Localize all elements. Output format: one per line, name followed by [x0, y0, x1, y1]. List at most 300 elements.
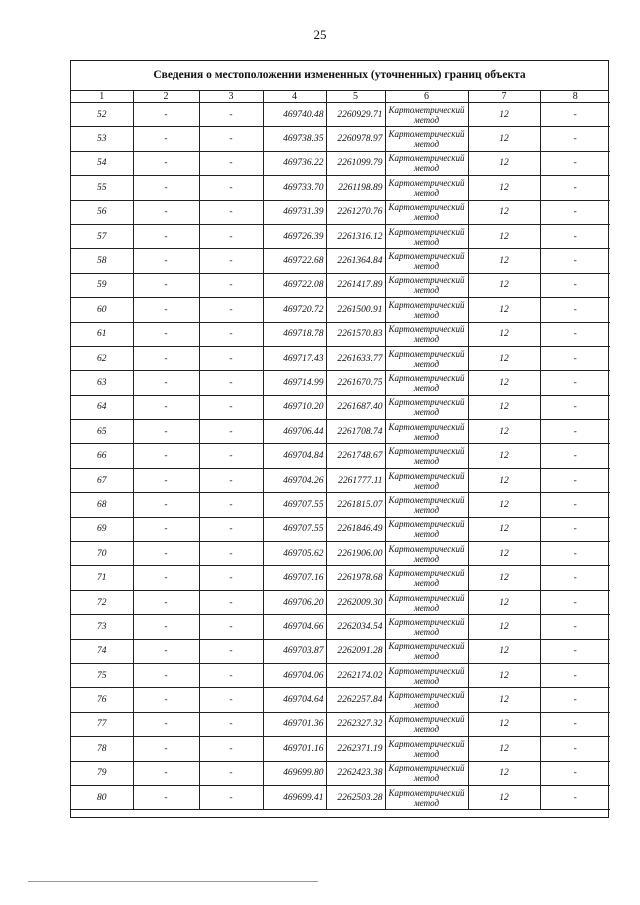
method-cell [385, 712, 468, 736]
cell-y: 2261978.68 [326, 566, 385, 590]
column-header: 3 [199, 91, 263, 103]
method-line-1: Картометрический [388, 470, 465, 481]
cell-y: 2261417.89 [326, 273, 385, 297]
cell-c7: 12 [468, 761, 540, 785]
method-line-2: метод [413, 626, 440, 637]
cell-n: 66 [71, 444, 133, 468]
cell-c8: - [540, 737, 610, 761]
cell-n: 76 [71, 688, 133, 712]
cell-x: 469736.22 [263, 151, 326, 175]
cell-y: 2261364.84 [326, 249, 385, 273]
cell-n: 67 [71, 468, 133, 492]
method-line-1: Картометрический [388, 543, 465, 554]
cell-c7: 12 [468, 737, 540, 761]
cell-c2: - [133, 590, 199, 614]
cell-y: 2260929.71 [326, 103, 385, 127]
cell-c3: - [199, 395, 263, 419]
cell-c8: - [540, 249, 610, 273]
cell-n: 58 [71, 249, 133, 273]
method-line-2: метод [413, 285, 440, 296]
method-line-2: метод [413, 602, 440, 613]
cell-c7: 12 [468, 420, 540, 444]
cell-c3: - [199, 200, 263, 224]
cell-c3: - [199, 322, 263, 346]
method-cell [385, 542, 468, 566]
method-cell [385, 615, 468, 639]
method-line-2: метод [413, 334, 440, 345]
cell-x: 469704.64 [263, 688, 326, 712]
cell-y: 2261687.40 [326, 395, 385, 419]
method-line-2: метод [413, 724, 440, 735]
cell-c7: 12 [468, 103, 540, 127]
cell-n: 73 [71, 615, 133, 639]
method-line-2: метод [413, 578, 440, 589]
method-cell [385, 493, 468, 517]
method-line-1: Картометрический [388, 641, 465, 652]
method-line-1: Картометрический [388, 690, 465, 701]
cell-c3: - [199, 688, 263, 712]
cell-n: 79 [71, 761, 133, 785]
method-line-2: метод [413, 261, 440, 272]
table-row [71, 737, 610, 761]
method-line-2: метод [413, 139, 440, 150]
cell-y: 2262034.54 [326, 615, 385, 639]
cell-n: 72 [71, 590, 133, 614]
table-row [71, 200, 610, 224]
method-cell [385, 468, 468, 492]
method-line-2: метод [413, 114, 440, 125]
method-line-2: метод [413, 773, 440, 784]
cell-c7: 12 [468, 151, 540, 175]
cell-c7: 12 [468, 590, 540, 614]
method-cell [385, 322, 468, 346]
table-row [71, 151, 610, 175]
cell-y: 2262423.38 [326, 761, 385, 785]
cell-c8: - [540, 639, 610, 663]
cell-c2: - [133, 468, 199, 492]
cell-c2: - [133, 517, 199, 541]
cell-y: 2261198.89 [326, 176, 385, 200]
cell-n: 61 [71, 322, 133, 346]
cell-c3: - [199, 542, 263, 566]
method-line-2: метод [413, 236, 440, 247]
method-line-1: Картометрический [388, 153, 465, 164]
cell-c2: - [133, 176, 199, 200]
cell-x: 469705.62 [263, 542, 326, 566]
method-line-1: Картометрический [388, 226, 465, 237]
method-line-2: метод [413, 651, 440, 662]
method-line-2: метод [413, 163, 440, 174]
method-cell [385, 371, 468, 395]
cell-c7: 12 [468, 176, 540, 200]
cell-c3: - [199, 103, 263, 127]
cell-c2: - [133, 663, 199, 687]
cell-c2: - [133, 737, 199, 761]
method-cell [385, 688, 468, 712]
method-line-1: Картометрический [388, 299, 465, 310]
column-header: 7 [468, 91, 540, 103]
method-cell [385, 395, 468, 419]
method-cell [385, 249, 468, 273]
cell-c3: - [199, 371, 263, 395]
table-row [71, 468, 610, 492]
cell-c2: - [133, 249, 199, 273]
table-row [71, 420, 610, 444]
cell-c8: - [540, 420, 610, 444]
method-cell [385, 517, 468, 541]
method-line-1: Картометрический [388, 714, 465, 725]
cell-n: 77 [71, 712, 133, 736]
method-line-1: Картометрический [388, 202, 465, 213]
table-row [71, 444, 610, 468]
column-header: 5 [326, 91, 385, 103]
cell-n: 64 [71, 395, 133, 419]
cell-c2: - [133, 371, 199, 395]
cell-n: 53 [71, 127, 133, 151]
cell-c7: 12 [468, 663, 540, 687]
cell-x: 469738.35 [263, 127, 326, 151]
table-row [71, 639, 610, 663]
method-line-1: Картометрический [388, 494, 465, 505]
method-cell [385, 200, 468, 224]
cell-c3: - [199, 298, 263, 322]
cell-c8: - [540, 663, 610, 687]
method-line-1: Картометрический [388, 177, 465, 188]
cell-c2: - [133, 493, 199, 517]
table-row [71, 615, 610, 639]
cell-n: 69 [71, 517, 133, 541]
cell-c2: - [133, 298, 199, 322]
table-row [71, 566, 610, 590]
table-title: Сведения о местоположении измененных (уточненных) границ объекта [71, 61, 608, 91]
cell-n: 62 [71, 346, 133, 370]
cell-y: 2262009.30 [326, 590, 385, 614]
method-line-2: метод [413, 456, 440, 467]
cell-c8: - [540, 785, 610, 809]
cell-y: 2261633.77 [326, 346, 385, 370]
cell-c7: 12 [468, 566, 540, 590]
cell-c2: - [133, 688, 199, 712]
cell-x: 469722.08 [263, 273, 326, 297]
method-cell [385, 663, 468, 687]
table-row [71, 249, 610, 273]
cell-y: 2261708.74 [326, 420, 385, 444]
method-line-2: метод [413, 529, 440, 540]
method-line-2: метод [413, 382, 440, 393]
cell-c7: 12 [468, 542, 540, 566]
cell-y: 2261670.75 [326, 371, 385, 395]
cell-y: 2260978.97 [326, 127, 385, 151]
cell-c2: - [133, 542, 199, 566]
cell-c2: - [133, 615, 199, 639]
method-line-2: метод [413, 675, 440, 686]
cell-c2: - [133, 200, 199, 224]
cell-x: 469718.78 [263, 322, 326, 346]
cell-c8: - [540, 395, 610, 419]
method-cell [385, 444, 468, 468]
method-line-2: метод [413, 748, 440, 759]
cell-x: 469733.70 [263, 176, 326, 200]
table-row [71, 493, 610, 517]
cell-c2: - [133, 761, 199, 785]
table-row [71, 761, 610, 785]
method-line-1: Картометрический [388, 104, 465, 115]
cell-c3: - [199, 615, 263, 639]
cell-c8: - [540, 444, 610, 468]
cell-x: 469704.06 [263, 663, 326, 687]
cell-c3: - [199, 493, 263, 517]
cell-c8: - [540, 615, 610, 639]
cell-c2: - [133, 444, 199, 468]
method-line-2: метод [413, 553, 440, 564]
cell-c7: 12 [468, 444, 540, 468]
cell-n: 65 [71, 420, 133, 444]
cell-n: 59 [71, 273, 133, 297]
cell-x: 469720.72 [263, 298, 326, 322]
cell-c3: - [199, 517, 263, 541]
cell-c8: - [540, 176, 610, 200]
method-cell [385, 346, 468, 370]
method-cell [385, 273, 468, 297]
cell-y: 2262257.84 [326, 688, 385, 712]
cell-n: 54 [71, 151, 133, 175]
method-line-2: метод [413, 504, 440, 515]
method-line-1: Картометрический [388, 519, 465, 530]
cell-y: 2261777.11 [326, 468, 385, 492]
table-row [71, 785, 610, 809]
cell-c2: - [133, 103, 199, 127]
table-row [71, 224, 610, 248]
method-line-1: Картометрический [388, 787, 465, 798]
cell-c8: - [540, 712, 610, 736]
column-header: 6 [385, 91, 468, 103]
cell-c8: - [540, 542, 610, 566]
cell-x: 469704.66 [263, 615, 326, 639]
cell-x: 469704.84 [263, 444, 326, 468]
cell-c3: - [199, 590, 263, 614]
table-row [71, 688, 610, 712]
method-line-1: Картометрический [388, 592, 465, 603]
method-line-1: Картометрический [388, 665, 465, 676]
footer-divider [28, 881, 318, 882]
cell-x: 469714.99 [263, 371, 326, 395]
table-row [71, 127, 610, 151]
table-row [71, 103, 610, 127]
cell-x: 469726.39 [263, 224, 326, 248]
cell-c7: 12 [468, 712, 540, 736]
cell-y: 2262174.02 [326, 663, 385, 687]
cell-c7: 12 [468, 224, 540, 248]
cell-c8: - [540, 127, 610, 151]
cell-x: 469717.43 [263, 346, 326, 370]
cell-x: 469707.16 [263, 566, 326, 590]
method-cell [385, 639, 468, 663]
cell-c7: 12 [468, 371, 540, 395]
table-row [71, 663, 610, 687]
column-header: 1 [71, 91, 133, 103]
cell-c2: - [133, 151, 199, 175]
method-cell [385, 420, 468, 444]
cell-c3: - [199, 127, 263, 151]
method-line-1: Картометрический [388, 372, 465, 383]
cell-c3: - [199, 249, 263, 273]
table-row [71, 298, 610, 322]
method-line-2: метод [413, 431, 440, 442]
cell-c8: - [540, 273, 610, 297]
cell-n: 68 [71, 493, 133, 517]
method-line-1: Картометрический [388, 324, 465, 335]
column-header: 2 [133, 91, 199, 103]
method-cell [385, 298, 468, 322]
method-line-2: метод [413, 797, 440, 808]
cell-c7: 12 [468, 249, 540, 273]
method-line-2: метод [413, 480, 440, 491]
cell-n: 70 [71, 542, 133, 566]
cell-y: 2261570.83 [326, 322, 385, 346]
cell-n: 52 [71, 103, 133, 127]
cell-c8: - [540, 761, 610, 785]
column-number-row [71, 91, 610, 103]
cell-c7: 12 [468, 468, 540, 492]
method-cell [385, 127, 468, 151]
cell-c3: - [199, 420, 263, 444]
cell-n: 75 [71, 663, 133, 687]
cell-c2: - [133, 639, 199, 663]
method-line-1: Картометрический [388, 421, 465, 432]
cell-y: 2262371.19 [326, 737, 385, 761]
table-row [71, 517, 610, 541]
cell-c8: - [540, 346, 610, 370]
cell-y: 2261815.07 [326, 493, 385, 517]
cell-y: 2261846.49 [326, 517, 385, 541]
method-cell [385, 566, 468, 590]
cell-c2: - [133, 566, 199, 590]
cell-c7: 12 [468, 615, 540, 639]
cell-c3: - [199, 176, 263, 200]
cell-x: 469722.68 [263, 249, 326, 273]
cell-c8: - [540, 151, 610, 175]
cell-c2: - [133, 395, 199, 419]
cell-c3: - [199, 224, 263, 248]
cell-x: 469706.20 [263, 590, 326, 614]
page-number: 25 [313, 27, 327, 42]
method-cell [385, 151, 468, 175]
cell-y: 2261500.91 [326, 298, 385, 322]
cell-x: 469707.55 [263, 493, 326, 517]
cell-c3: - [199, 566, 263, 590]
cell-x: 469707.55 [263, 517, 326, 541]
cell-c3: - [199, 785, 263, 809]
cell-c2: - [133, 785, 199, 809]
cell-c3: - [199, 151, 263, 175]
column-header: 4 [263, 91, 326, 103]
method-line-2: метод [413, 700, 440, 711]
cell-x: 469740.48 [263, 103, 326, 127]
cell-c7: 12 [468, 785, 540, 809]
cell-n: 80 [71, 785, 133, 809]
method-cell [385, 103, 468, 127]
cell-c7: 12 [468, 395, 540, 419]
method-line-2: метод [413, 212, 440, 223]
cell-x: 469731.39 [263, 200, 326, 224]
cell-c3: - [199, 737, 263, 761]
cell-c7: 12 [468, 298, 540, 322]
table-row [71, 542, 610, 566]
cell-c8: - [540, 590, 610, 614]
method-cell [385, 224, 468, 248]
table-row [71, 346, 610, 370]
table-row [71, 395, 610, 419]
method-line-1: Картометрический [388, 763, 465, 774]
cell-n: 57 [71, 224, 133, 248]
cell-c7: 12 [468, 127, 540, 151]
cell-x: 469699.80 [263, 761, 326, 785]
cell-x: 469706.44 [263, 420, 326, 444]
cell-c7: 12 [468, 273, 540, 297]
cell-c2: - [133, 346, 199, 370]
cell-x: 469701.36 [263, 712, 326, 736]
cell-c3: - [199, 712, 263, 736]
method-line-1: Картометрический [388, 446, 465, 457]
cell-c8: - [540, 322, 610, 346]
cell-c7: 12 [468, 517, 540, 541]
cell-c3: - [199, 761, 263, 785]
coordinates-table [71, 91, 610, 810]
cell-c3: - [199, 639, 263, 663]
table-row [71, 273, 610, 297]
table-row [71, 371, 610, 395]
cell-y: 2261748.67 [326, 444, 385, 468]
cell-c8: - [540, 493, 610, 517]
cell-c7: 12 [468, 322, 540, 346]
cell-y: 2262327.32 [326, 712, 385, 736]
method-line-1: Картометрический [388, 738, 465, 749]
cell-x: 469699.41 [263, 785, 326, 809]
method-line-1: Картометрический [388, 251, 465, 262]
cell-c3: - [199, 468, 263, 492]
cell-y: 2261099.79 [326, 151, 385, 175]
method-line-1: Картометрический [388, 616, 465, 627]
cell-c7: 12 [468, 688, 540, 712]
column-header: 8 [540, 91, 610, 103]
cell-c8: - [540, 298, 610, 322]
cell-c8: - [540, 371, 610, 395]
method-line-2: метод [413, 309, 440, 320]
cell-c3: - [199, 346, 263, 370]
cell-n: 55 [71, 176, 133, 200]
method-cell [385, 176, 468, 200]
method-line-1: Картометрический [388, 397, 465, 408]
cell-c2: - [133, 712, 199, 736]
cell-c8: - [540, 566, 610, 590]
method-cell [385, 590, 468, 614]
method-cell [385, 761, 468, 785]
cell-n: 78 [71, 737, 133, 761]
cell-c8: - [540, 103, 610, 127]
method-line-2: метод [413, 187, 440, 198]
cell-n: 56 [71, 200, 133, 224]
table-row [71, 590, 610, 614]
table-row [71, 322, 610, 346]
cell-c8: - [540, 224, 610, 248]
table-row [71, 712, 610, 736]
cell-y: 2261270.76 [326, 200, 385, 224]
method-line-2: метод [413, 358, 440, 369]
method-line-2: метод [413, 407, 440, 418]
cell-c3: - [199, 273, 263, 297]
cell-n: 74 [71, 639, 133, 663]
cell-n: 71 [71, 566, 133, 590]
